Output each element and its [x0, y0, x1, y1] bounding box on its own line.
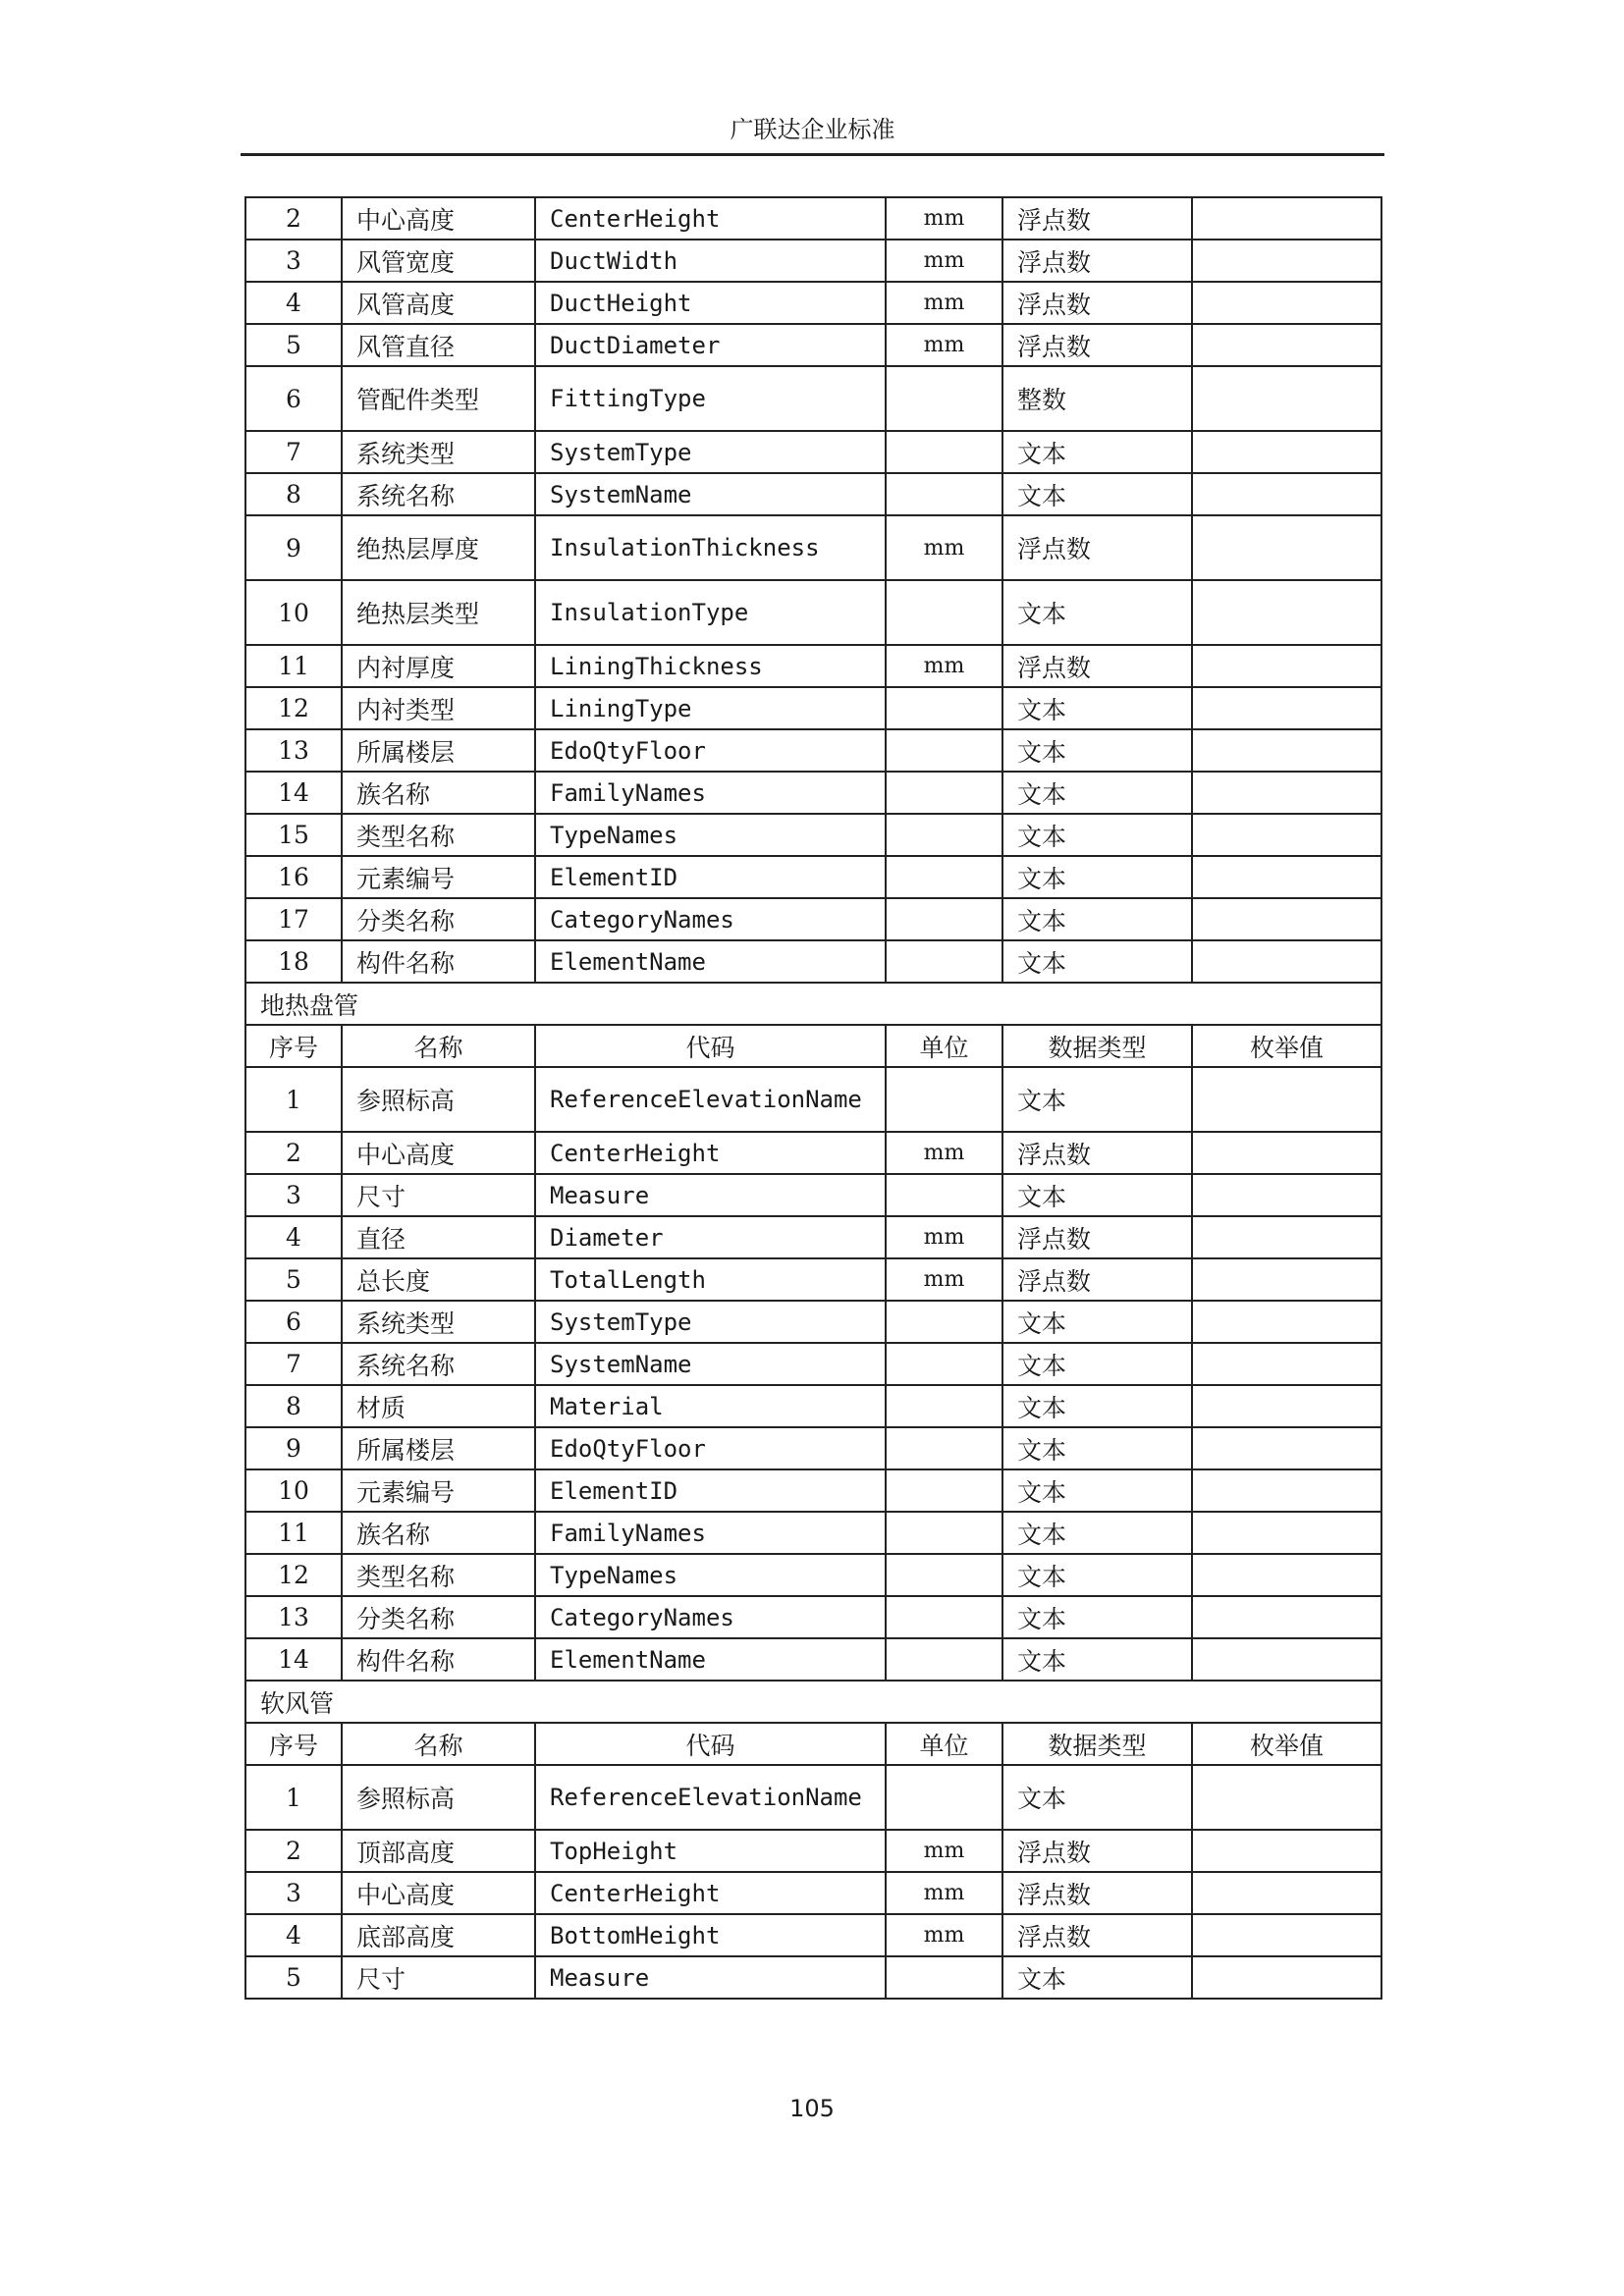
cell-no: 11 [245, 645, 342, 687]
column-header: 序号 [245, 1723, 342, 1765]
cell-enum [1192, 856, 1381, 898]
cell-type: 文本 [1002, 1596, 1192, 1638]
cell-enum [1192, 240, 1381, 282]
cell-unit [886, 366, 1002, 431]
cell-name: 材质 [342, 1385, 535, 1427]
cell-type: 文本 [1002, 687, 1192, 729]
cell-name: 构件名称 [342, 1638, 535, 1681]
cell-unit [886, 729, 1002, 772]
cell-name: 绝热层厚度 [342, 515, 535, 580]
cell-no: 10 [245, 1469, 342, 1512]
cell-type: 浮点数 [1002, 645, 1192, 687]
cell-unit: mm [886, 645, 1002, 687]
cell-type: 文本 [1002, 1638, 1192, 1681]
cell-type: 文本 [1002, 1067, 1192, 1132]
cell-no: 4 [245, 1914, 342, 1956]
column-header: 单位 [886, 1025, 1002, 1067]
section-title-row [245, 983, 1381, 1025]
cell-no: 6 [245, 366, 342, 431]
cell-code: LiningType [535, 687, 886, 729]
table-row [245, 1765, 1381, 1830]
cell-name: 所属楼层 [342, 729, 535, 772]
cell-code: FittingType [535, 366, 886, 431]
cell-no: 2 [245, 1132, 342, 1174]
cell-enum [1192, 814, 1381, 856]
cell-name: 风管宽度 [342, 240, 535, 282]
table-row [245, 1872, 1381, 1914]
cell-name: 中心高度 [342, 197, 535, 240]
cell-unit [886, 1343, 1002, 1385]
cell-code: LiningThickness [535, 645, 886, 687]
cell-type: 文本 [1002, 1554, 1192, 1596]
cell-name: 中心高度 [342, 1132, 535, 1174]
column-header: 序号 [245, 1025, 342, 1067]
cell-enum [1192, 1132, 1381, 1174]
cell-no: 5 [245, 1956, 342, 1999]
cell-code: ReferenceElevationName [535, 1765, 886, 1830]
table-row [245, 1914, 1381, 1956]
cell-type: 浮点数 [1002, 1216, 1192, 1258]
cell-unit: mm [886, 282, 1002, 324]
cell-enum [1192, 282, 1381, 324]
cell-enum [1192, 1638, 1381, 1681]
cell-type: 文本 [1002, 580, 1192, 645]
table-row [245, 645, 1381, 687]
cell-enum [1192, 1872, 1381, 1914]
cell-code: TypeNames [535, 814, 886, 856]
cell-code: TotalLength [535, 1258, 886, 1301]
cell-no: 6 [245, 1301, 342, 1343]
cell-code: DuctDiameter [535, 324, 886, 366]
cell-code: DuctHeight [535, 282, 886, 324]
cell-unit [886, 1067, 1002, 1132]
cell-name: 参照标高 [342, 1067, 535, 1132]
cell-no: 15 [245, 814, 342, 856]
cell-name: 绝热层类型 [342, 580, 535, 645]
cell-no: 13 [245, 1596, 342, 1638]
cell-name: 构件名称 [342, 940, 535, 983]
cell-unit [886, 1554, 1002, 1596]
cell-no: 9 [245, 515, 342, 580]
table-row [245, 1512, 1381, 1554]
cell-unit [886, 1174, 1002, 1216]
cell-no: 1 [245, 1067, 342, 1132]
cell-no: 18 [245, 940, 342, 983]
column-header: 数据类型 [1002, 1025, 1192, 1067]
cell-unit [886, 1512, 1002, 1554]
table-row [245, 1427, 1381, 1469]
cell-unit: mm [886, 1830, 1002, 1872]
cell-code: ElementID [535, 856, 886, 898]
cell-unit: mm [886, 240, 1002, 282]
cell-unit [886, 1469, 1002, 1512]
cell-code: TypeNames [535, 1554, 886, 1596]
cell-no: 9 [245, 1427, 342, 1469]
cell-type: 文本 [1002, 1512, 1192, 1554]
cell-no: 5 [245, 1258, 342, 1301]
cell-no: 13 [245, 729, 342, 772]
table-row [245, 1956, 1381, 1999]
cell-type: 文本 [1002, 1469, 1192, 1512]
cell-code: CenterHeight [535, 197, 886, 240]
column-header: 枚举值 [1192, 1025, 1381, 1067]
cell-code: InsulationThickness [535, 515, 886, 580]
cell-enum [1192, 940, 1381, 983]
cell-type: 文本 [1002, 1343, 1192, 1385]
cell-code: CenterHeight [535, 1872, 886, 1914]
property-table [244, 196, 1382, 2000]
section-title: 地热盘管 [245, 983, 1381, 1025]
cell-code: FamilyNames [535, 1512, 886, 1554]
cell-enum [1192, 1385, 1381, 1427]
cell-name: 内衬类型 [342, 687, 535, 729]
cell-name: 族名称 [342, 772, 535, 814]
cell-no: 14 [245, 1638, 342, 1681]
cell-enum [1192, 1427, 1381, 1469]
cell-enum [1192, 1512, 1381, 1554]
cell-no: 12 [245, 1554, 342, 1596]
cell-code: DuctWidth [535, 240, 886, 282]
section-title-row [245, 1681, 1381, 1723]
cell-code: TopHeight [535, 1830, 886, 1872]
cell-enum [1192, 366, 1381, 431]
cell-enum [1192, 431, 1381, 473]
column-header: 名称 [342, 1025, 535, 1067]
cell-unit [886, 687, 1002, 729]
table-row [245, 772, 1381, 814]
table-row [245, 1469, 1381, 1512]
cell-enum [1192, 1301, 1381, 1343]
table-row [245, 1343, 1381, 1385]
cell-unit: mm [886, 1216, 1002, 1258]
cell-type: 浮点数 [1002, 1258, 1192, 1301]
table-row [245, 1301, 1381, 1343]
cell-name: 内衬厚度 [342, 645, 535, 687]
cell-type: 文本 [1002, 814, 1192, 856]
cell-no: 11 [245, 1512, 342, 1554]
cell-type: 文本 [1002, 431, 1192, 473]
cell-type: 浮点数 [1002, 324, 1192, 366]
cell-unit: mm [886, 515, 1002, 580]
cell-no: 4 [245, 282, 342, 324]
cell-no: 8 [245, 1385, 342, 1427]
cell-enum [1192, 772, 1381, 814]
cell-no: 12 [245, 687, 342, 729]
cell-unit [886, 473, 1002, 515]
cell-enum [1192, 580, 1381, 645]
cell-type: 文本 [1002, 1301, 1192, 1343]
cell-unit [886, 431, 1002, 473]
table-row [245, 1174, 1381, 1216]
table-row [245, 1596, 1381, 1638]
table-body [245, 197, 1381, 1999]
table-row [245, 1385, 1381, 1427]
cell-unit: mm [886, 1258, 1002, 1301]
column-header: 名称 [342, 1723, 535, 1765]
page-header [241, 110, 1384, 156]
cell-unit [886, 772, 1002, 814]
table-row [245, 898, 1381, 940]
column-header: 单位 [886, 1723, 1002, 1765]
cell-code: EdoQtyFloor [535, 729, 886, 772]
cell-code: SystemName [535, 473, 886, 515]
cell-type: 文本 [1002, 729, 1192, 772]
cell-name: 直径 [342, 1216, 535, 1258]
cell-no: 14 [245, 772, 342, 814]
cell-type: 浮点数 [1002, 282, 1192, 324]
cell-type: 浮点数 [1002, 240, 1192, 282]
cell-no: 10 [245, 580, 342, 645]
cell-unit [886, 1427, 1002, 1469]
cell-name: 分类名称 [342, 898, 535, 940]
cell-code: CenterHeight [535, 1132, 886, 1174]
cell-name: 系统名称 [342, 473, 535, 515]
cell-name: 类型名称 [342, 1554, 535, 1596]
cell-name: 风管高度 [342, 282, 535, 324]
cell-code: SystemType [535, 1301, 886, 1343]
cell-enum [1192, 515, 1381, 580]
cell-unit [886, 940, 1002, 983]
cell-code: SystemType [535, 431, 886, 473]
table-row [245, 282, 1381, 324]
cell-unit: mm [886, 1914, 1002, 1956]
cell-name: 参照标高 [342, 1765, 535, 1830]
cell-code: Material [535, 1385, 886, 1427]
cell-enum [1192, 898, 1381, 940]
cell-enum [1192, 687, 1381, 729]
table-row [245, 515, 1381, 580]
column-header: 代码 [535, 1723, 886, 1765]
cell-no: 16 [245, 856, 342, 898]
cell-type: 整数 [1002, 366, 1192, 431]
cell-unit [886, 856, 1002, 898]
table-row [245, 431, 1381, 473]
section-title: 软风管 [245, 1681, 1381, 1723]
cell-unit: mm [886, 197, 1002, 240]
cell-no: 17 [245, 898, 342, 940]
cell-type: 文本 [1002, 1427, 1192, 1469]
table-row [245, 1830, 1381, 1872]
cell-enum [1192, 1174, 1381, 1216]
cell-unit [886, 1956, 1002, 1999]
table-row [245, 729, 1381, 772]
column-header-row [245, 1723, 1381, 1765]
cell-enum [1192, 1830, 1381, 1872]
cell-type: 浮点数 [1002, 1872, 1192, 1914]
cell-name: 中心高度 [342, 1872, 535, 1914]
cell-code: ReferenceElevationName [535, 1067, 886, 1132]
cell-name: 类型名称 [342, 814, 535, 856]
cell-code: Measure [535, 1174, 886, 1216]
cell-type: 文本 [1002, 1174, 1192, 1216]
table-row [245, 1216, 1381, 1258]
cell-type: 文本 [1002, 473, 1192, 515]
cell-enum [1192, 324, 1381, 366]
cell-type: 文本 [1002, 940, 1192, 983]
cell-enum [1192, 1469, 1381, 1512]
header-title: 广联达企业标准 [730, 116, 895, 143]
cell-code: Diameter [535, 1216, 886, 1258]
cell-unit [886, 580, 1002, 645]
cell-name: 族名称 [342, 1512, 535, 1554]
cell-enum [1192, 645, 1381, 687]
cell-unit [886, 814, 1002, 856]
cell-name: 元素编号 [342, 856, 535, 898]
cell-type: 浮点数 [1002, 1132, 1192, 1174]
table-row [245, 324, 1381, 366]
cell-type: 浮点数 [1002, 1914, 1192, 1956]
cell-unit: mm [886, 324, 1002, 366]
table-row [245, 1258, 1381, 1301]
table-row [245, 197, 1381, 240]
cell-name: 顶部高度 [342, 1830, 535, 1872]
cell-name: 风管直径 [342, 324, 535, 366]
table-row [245, 473, 1381, 515]
cell-enum [1192, 1914, 1381, 1956]
cell-unit [886, 898, 1002, 940]
cell-name: 元素编号 [342, 1469, 535, 1512]
cell-type: 文本 [1002, 898, 1192, 940]
cell-no: 3 [245, 1872, 342, 1914]
cell-enum [1192, 1343, 1381, 1385]
cell-code: ElementID [535, 1469, 886, 1512]
table-row [245, 1554, 1381, 1596]
table-row [245, 240, 1381, 282]
table-row [245, 814, 1381, 856]
page-number: 105 [789, 2095, 835, 2122]
cell-no: 2 [245, 1830, 342, 1872]
cell-type: 文本 [1002, 1765, 1192, 1830]
cell-enum [1192, 1596, 1381, 1638]
cell-code: FamilyNames [535, 772, 886, 814]
cell-no: 7 [245, 1343, 342, 1385]
table-row [245, 940, 1381, 983]
cell-unit [886, 1385, 1002, 1427]
cell-code: ElementName [535, 940, 886, 983]
cell-enum [1192, 1765, 1381, 1830]
cell-type: 浮点数 [1002, 197, 1192, 240]
column-header: 数据类型 [1002, 1723, 1192, 1765]
cell-enum [1192, 473, 1381, 515]
cell-unit [886, 1765, 1002, 1830]
cell-type: 文本 [1002, 1956, 1192, 1999]
cell-no: 3 [245, 1174, 342, 1216]
cell-no: 8 [245, 473, 342, 515]
cell-enum [1192, 1067, 1381, 1132]
cell-code: SystemName [535, 1343, 886, 1385]
cell-enum [1192, 197, 1381, 240]
cell-no: 1 [245, 1765, 342, 1830]
cell-name: 系统名称 [342, 1343, 535, 1385]
cell-type: 文本 [1002, 856, 1192, 898]
cell-type: 浮点数 [1002, 1830, 1192, 1872]
cell-no: 4 [245, 1216, 342, 1258]
table-row [245, 366, 1381, 431]
cell-name: 分类名称 [342, 1596, 535, 1638]
cell-name: 所属楼层 [342, 1427, 535, 1469]
cell-name: 总长度 [342, 1258, 535, 1301]
cell-unit [886, 1638, 1002, 1681]
cell-code: CategoryNames [535, 898, 886, 940]
cell-type: 浮点数 [1002, 515, 1192, 580]
table-row [245, 856, 1381, 898]
cell-name: 尺寸 [342, 1174, 535, 1216]
table-row [245, 687, 1381, 729]
table-row [245, 1067, 1381, 1132]
cell-enum [1192, 1216, 1381, 1258]
cell-no: 5 [245, 324, 342, 366]
column-header-row [245, 1025, 1381, 1067]
cell-no: 3 [245, 240, 342, 282]
cell-unit: mm [886, 1872, 1002, 1914]
cell-code: Measure [535, 1956, 886, 1999]
column-header: 枚举值 [1192, 1723, 1381, 1765]
cell-unit: mm [886, 1132, 1002, 1174]
cell-name: 底部高度 [342, 1914, 535, 1956]
cell-enum [1192, 729, 1381, 772]
cell-code: ElementName [535, 1638, 886, 1681]
cell-enum [1192, 1956, 1381, 1999]
cell-code: EdoQtyFloor [535, 1427, 886, 1469]
cell-name: 系统类型 [342, 1301, 535, 1343]
column-header: 代码 [535, 1025, 886, 1067]
cell-name: 尺寸 [342, 1956, 535, 1999]
cell-type: 文本 [1002, 1385, 1192, 1427]
cell-enum [1192, 1258, 1381, 1301]
cell-code: InsulationType [535, 580, 886, 645]
cell-enum [1192, 1554, 1381, 1596]
table-row [245, 580, 1381, 645]
cell-name: 系统类型 [342, 431, 535, 473]
cell-unit [886, 1596, 1002, 1638]
cell-unit [886, 1301, 1002, 1343]
cell-type: 文本 [1002, 772, 1192, 814]
cell-no: 7 [245, 431, 342, 473]
table-row [245, 1132, 1381, 1174]
cell-code: CategoryNames [535, 1596, 886, 1638]
cell-name: 管配件类型 [342, 366, 535, 431]
cell-no: 2 [245, 197, 342, 240]
cell-code: BottomHeight [535, 1914, 886, 1956]
table-row [245, 1638, 1381, 1681]
